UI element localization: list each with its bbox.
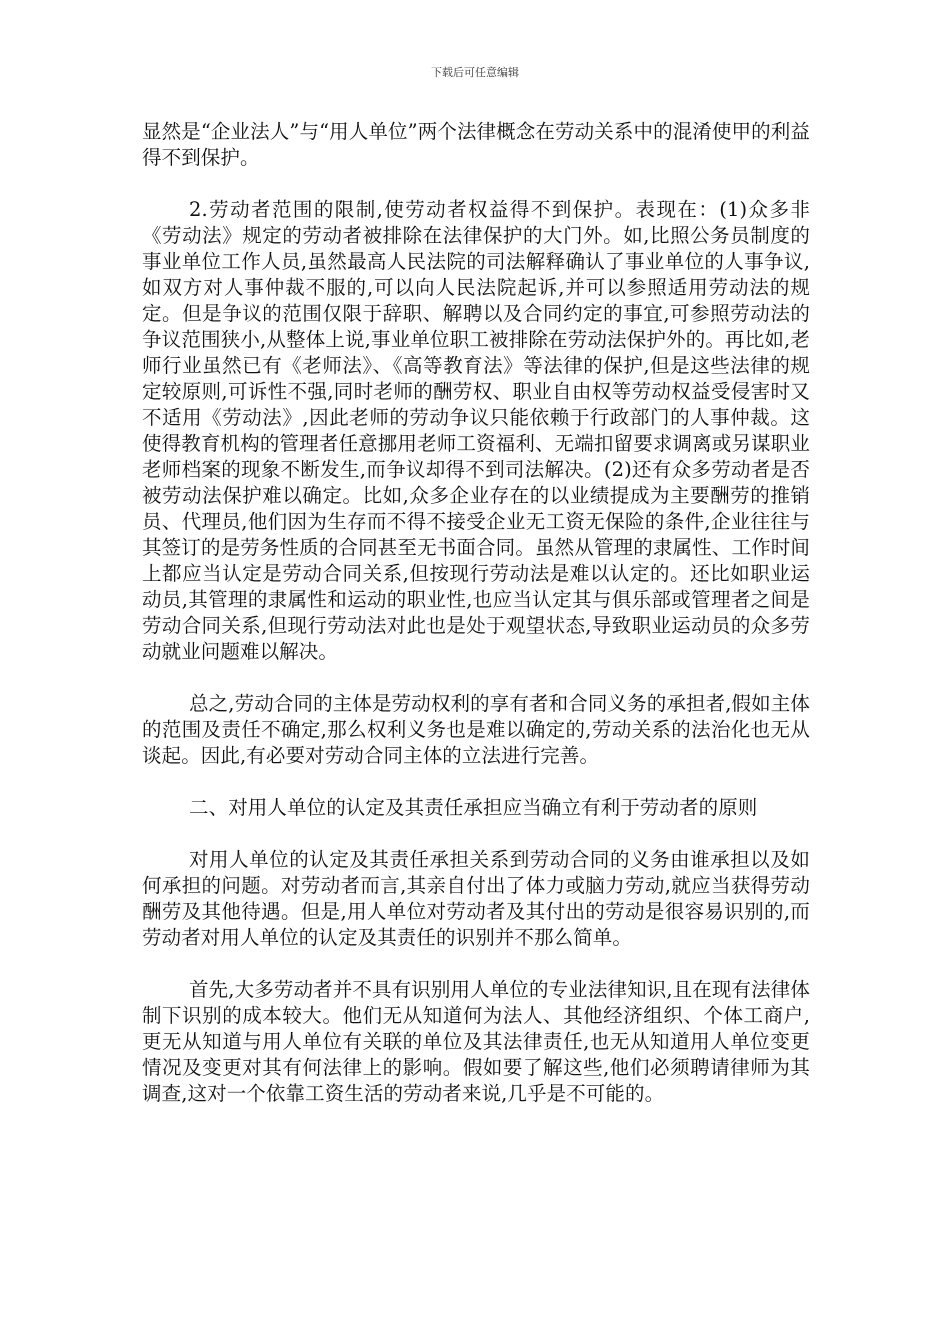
document-body [142,119,810,1107]
paragraph-summary: 总之,劳动合同的主体是劳动权利的享有者和合同义务的承担者,假如主体的范围及责任不确定,那么权利义务也是难以确定的,劳动关系的法治化也无从谈起。因此,有必要对劳动合同主体的立法进行完善。 [142,692,810,767]
paragraph-worker-scope: 2.劳动者范围的限制,使劳动者权益得不到保护。表现在：(1)众多非《劳动法》规定的劳动者被排除在法律保护的大门外。如,比照公务员制度的事业单位工作人员,虽然最高人民法院的司法解释确认了事业单位的人事争议,如双方对人事仲裁不服的,可以向人民法院起诉,并可以参照适用劳动法的规定。但是争议的范围仅限于辞职、解聘以及合同约定的事宜,可参照劳动法的争议范围狭小,从整体上说,事业单位职工被排除在劳动法保护外的。再比如,老师行业虽然已有《老师法》、《高等教育法》等法律的保护,但是这些法律的规定较原则,可诉性不强,同时老师的酬劳权、职业自由权等劳动权益受侵害时又不适用《劳动法》,因此老师的劳动争议只能依赖于行政部门的人事仲裁。这使得教育机构的管理者任意挪用老师工资福利、无端扣留要求调离或另谋职业老师档案的现象不断发生,而争议却得不到司法解决。(2)还有众多劳动者是否被劳动法保护难以确定。比如,众多企业存在的以业绩提成为主要酬劳的推销员、代理员,他们因为生存而不得不接受企业无工资无保险的条件,企业往往与其签订的是劳务性质的合同甚至无书面合同。虽然从管理的隶属性、工作时间上都应当认定是劳动合同关系,但按现行劳动法是难以认定的。还比如职业运动员,其管理的隶属性和运动的职业性,也应当认定其与俱乐部或管理者之间是劳动合同关系,但现行劳动法对此也是处于观望状态,导致职业运动员的众多劳动就业问题难以解决。 [142,198,810,663]
page-header: 下载后可任意编辑 [431,66,519,79]
paragraph-employer-identification: 对用人单位的认定及其责任承担关系到劳动合同的义务由谁承担以及如何承担的问题。对劳动者而言,其亲自付出了体力或脑力劳动,就应当获得劳动酬劳及其他待遇。但是,用人单位对劳动者及其付出的劳动是很容易识别的,而劳动者对用人单位的认定及其责任的识别并不那么简单。 [142,848,810,949]
section-heading: 二、对用人单位的认定及其责任承担应当确立有利于劳动者的原则 [189,796,758,819]
paragraph-continuation: 显然是“企业法人”与“用人单位”两个法律概念在劳动关系中的混淆使甲的利益得不到保护。 [142,120,810,169]
paragraph-first-point: 首先,大多劳动者并不具有识别用人单位的专业法律知识,且在现有法律体制下识别的成本较大。他们无从知道何为法人、其他经济组织、个体工商户,更无从知道与用人单位有关联的单位及其法律责任,也无从知道用人单位变更情况及变更对其有何法律上的影响。假如要了解这些,他们必须聘请律师为其调查,这对一个依靠工资生活的劳动者来说,几乎是不可能的。 [142,978,810,1105]
